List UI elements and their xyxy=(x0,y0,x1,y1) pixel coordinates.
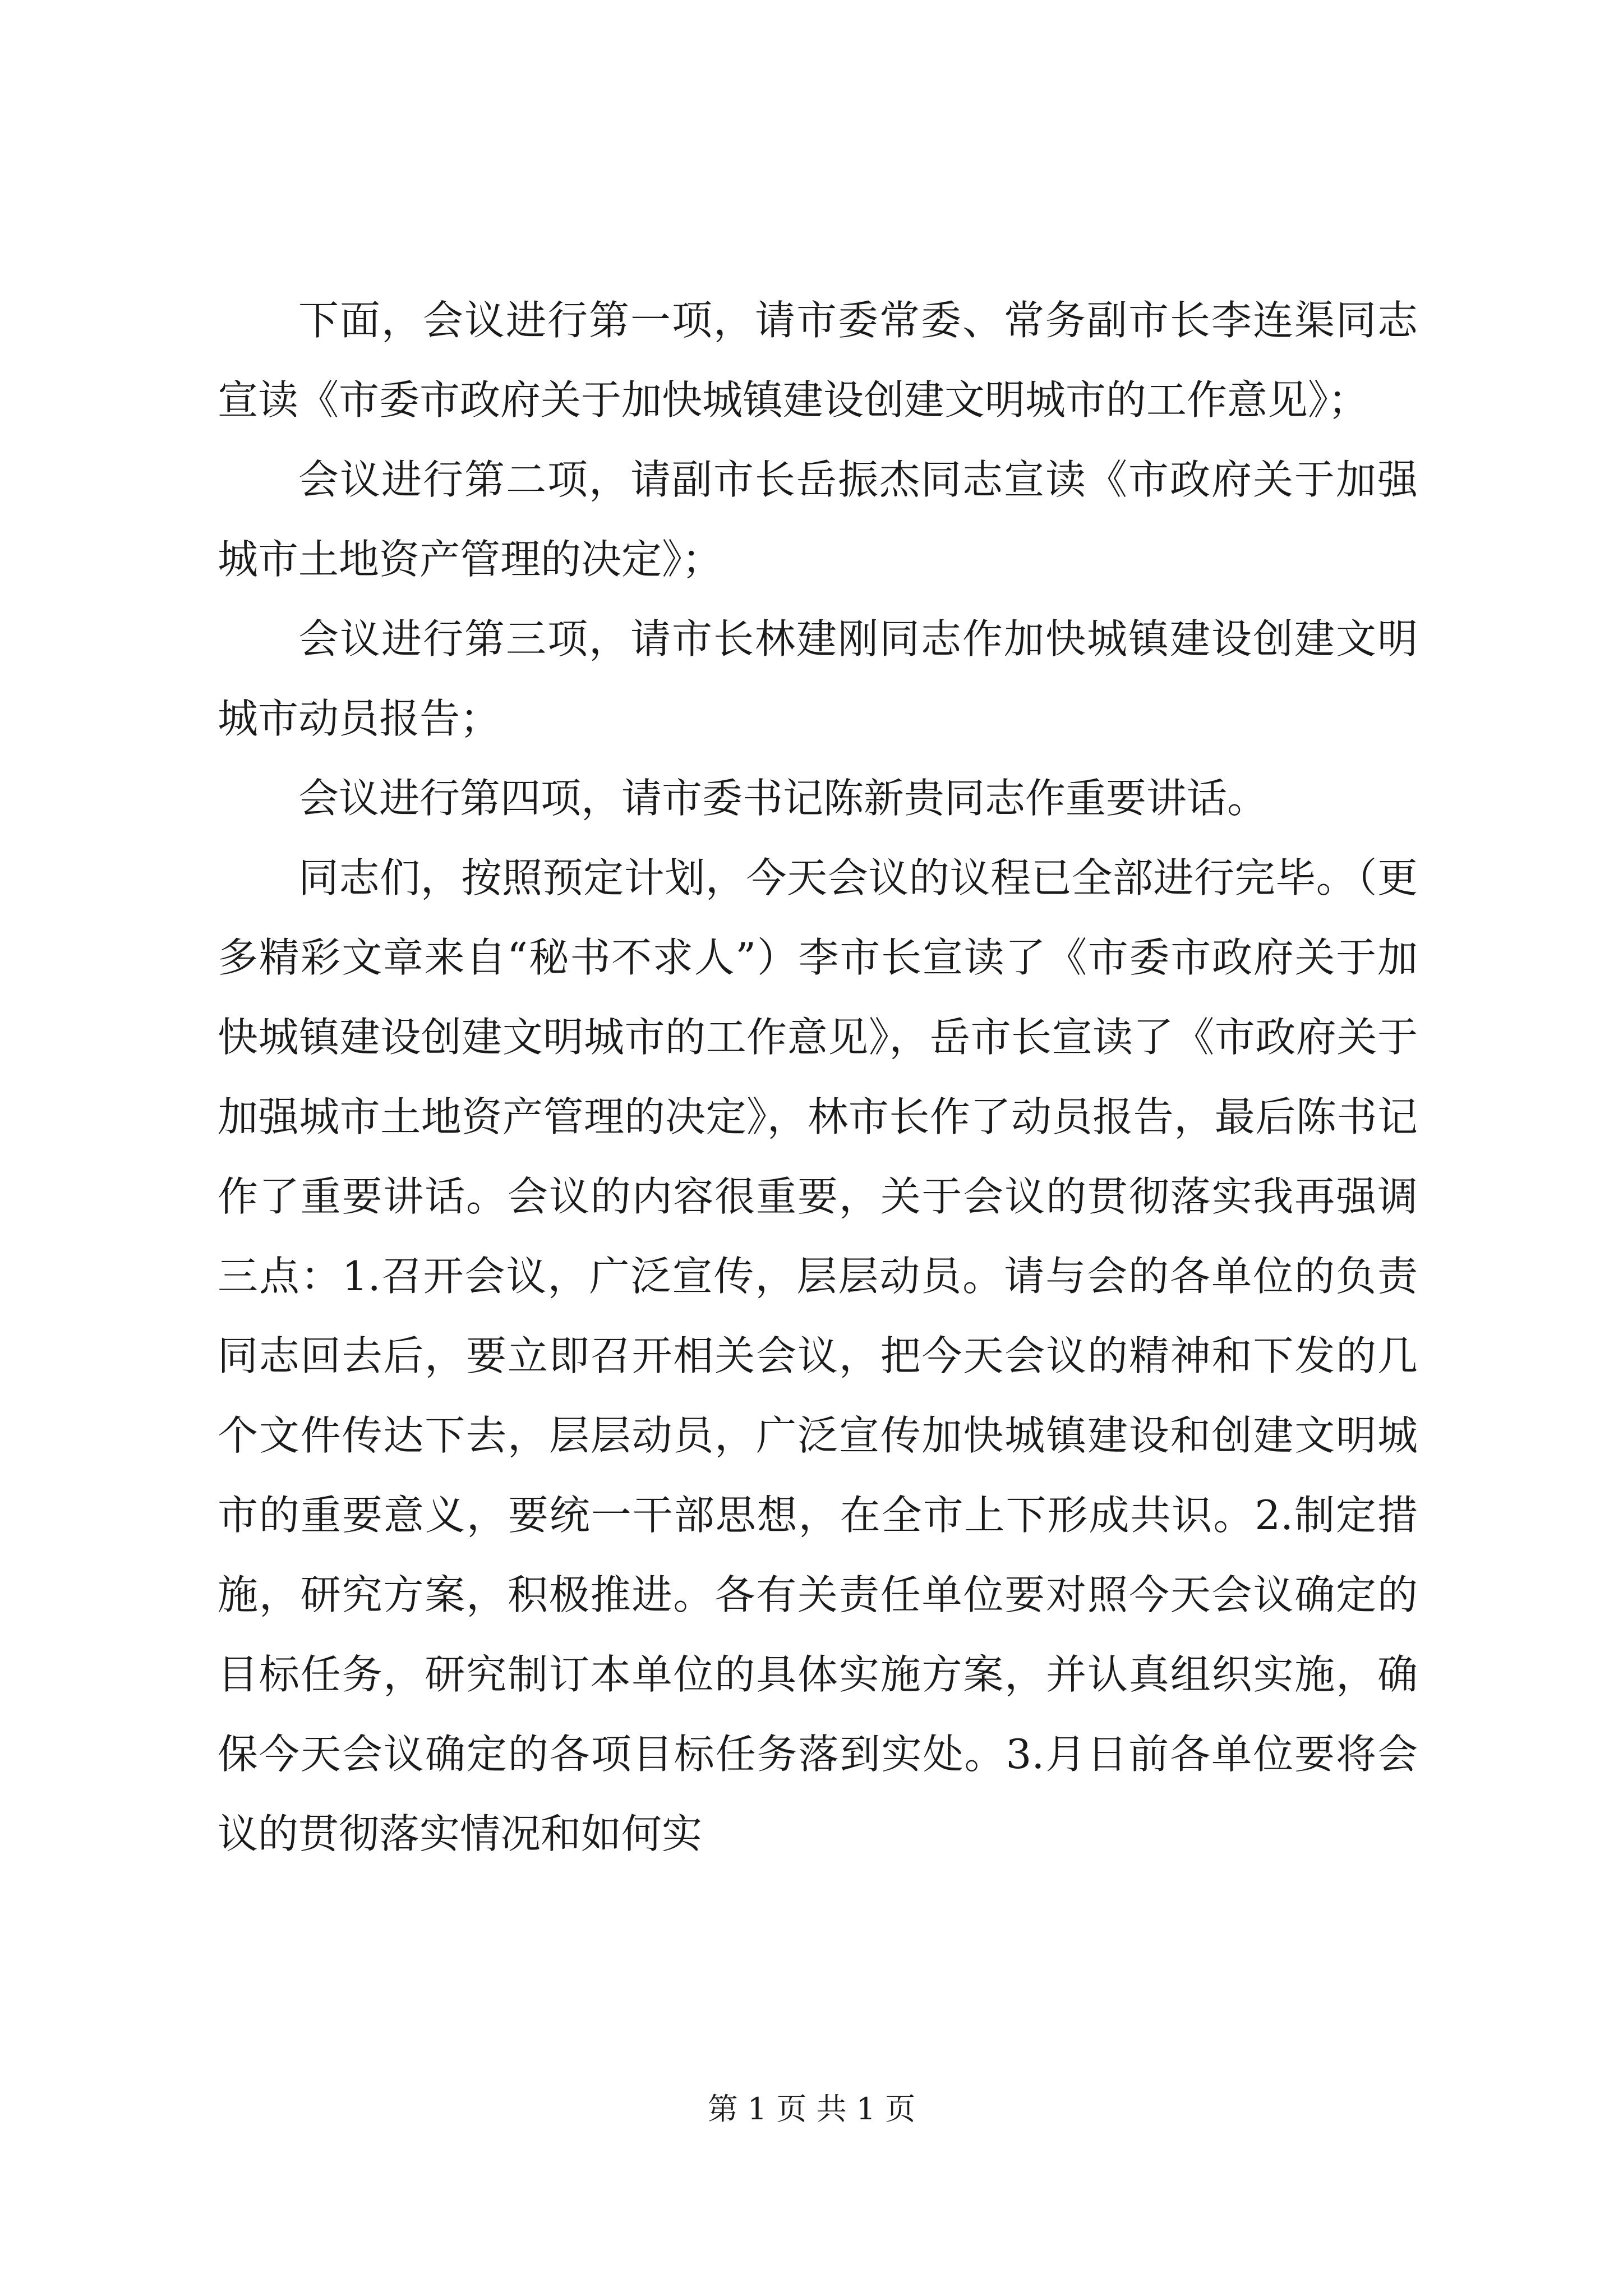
paragraph-2: 会议进行第二项，请副市长岳振杰同志宣读《市政府关于加强城市土地资产管理的决定》； xyxy=(218,456,1418,583)
paragraph-3: 会议进行第三项，请市长林建刚同志作加快城镇建设创建文明城市动员报告； xyxy=(218,615,1418,742)
page-footer: 第 1 页 共 1 页 xyxy=(707,2091,916,2127)
paragraph-4: 会议进行第四项，请市委书记陈新贵同志作重要讲话。 xyxy=(298,775,1268,822)
paragraph-5: 同志们，按照预定计划，今天会议的议程已全部进行完毕。（更多精彩文章来自“秘书不求人”）李市长宣读了《市委市政府关于加快城镇建设创建文明城市的工作意见》，岳市长宣读了《市政府关于加强城市土地资产管理的决定》，林市长作了动员报告，最后陈书记作了重要讲话。会议的内容很重要，关于会议的贯彻落实我再强调三点：1.召开会议，广泛宣传，层层动员。请与会的各单位的负责同志回去后，要立即召开相关会议，把今天会议的精神和下发的几个文件传达下去，层层动员，广泛宣传加快城镇建设和创建文明城市的重要意义，要统一干部思想，在全市上下形成共识。2.制定措施，研究方案，积极推进。各有关责任单位要对照今天会议确定的目标任务，研究制订本单位的具体实施方案，并认真组织实施，确保今天会议确定的各项目标任务落到实处。3.月日前各单位要将会议的贯彻落实情况和如何实 xyxy=(218,854,1418,1857)
document-body xyxy=(218,280,1418,1874)
paragraph-1: 下面，会议进行第一项，请市委常委、常务副市长李连渠同志宣读《市委市政府关于加快城镇建设创建文明城市的工作意见》； xyxy=(218,297,1418,424)
